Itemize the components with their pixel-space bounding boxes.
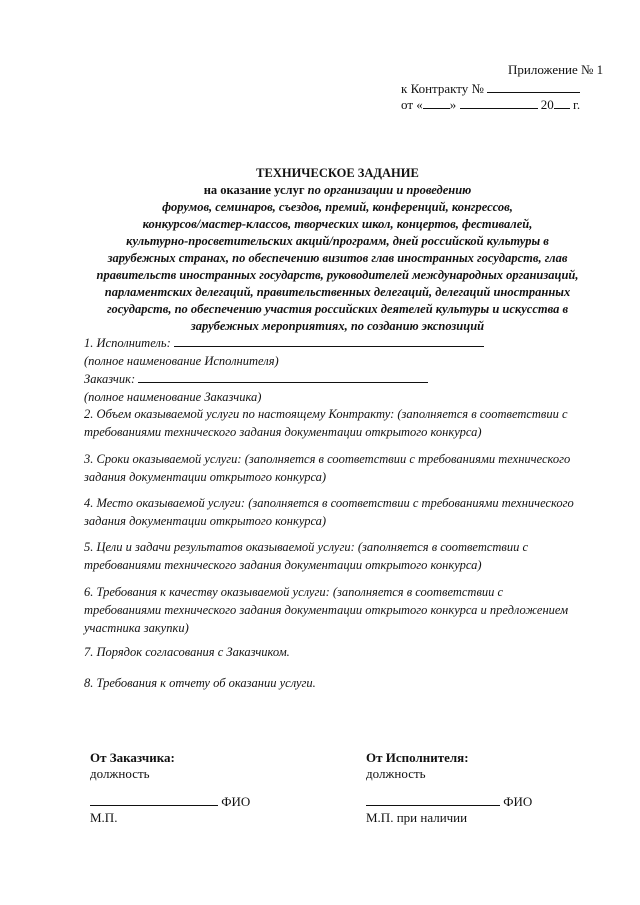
date-ot: от « — [401, 97, 423, 112]
executor-stamp: М.П. при наличии — [366, 810, 468, 825]
executor-row — [84, 334, 584, 352]
title-line-2: форумов, семинаров, съездов, премий, конференций, конгрессов, — [162, 200, 513, 214]
customer-fio: ФИО — [221, 794, 251, 809]
customer-stamp: М.П. — [90, 810, 118, 825]
date-suffix: г. — [573, 97, 581, 112]
executor-signature-blank[interactable] — [366, 793, 500, 806]
executor-position: должность — [366, 766, 426, 781]
date-year-blank[interactable] — [554, 96, 570, 109]
title-line-6: правительств иностранных государств, руководителей международных организаций, — [96, 268, 579, 282]
executor-fio: ФИО — [503, 794, 533, 809]
section-7: 7. Порядок согласования с Заказчиком. — [84, 645, 290, 659]
customer-position: должность — [90, 766, 150, 781]
executor-hint: (полное наименование Исполнителя) — [84, 354, 279, 368]
executor-label: 1. Исполнитель: — [84, 336, 171, 350]
title-line-7: парламентских делегаций, правительственных делегаций, делегаций иностранных — [104, 285, 571, 299]
customer-hint: (полное наименование Заказчика) — [84, 390, 262, 404]
title-line-8: государств, по обеспечению участия российских деятелей культуры и искусства в — [106, 302, 569, 316]
section-1 — [84, 334, 584, 406]
section-2: 2. Объем оказываемой услуги по настоящему Контракту: (заполняется в соответствии с требованиями технического задания документации открытого конкурса) — [84, 407, 568, 439]
title-main: ТЕХНИЧЕСКОЕ ЗАДАНИЕ — [256, 166, 419, 180]
title-line-5: зарубежных странах, по обеспечению визитов глав иностранных государств, глав — [107, 251, 568, 265]
date-year: 20 — [540, 97, 554, 112]
customer-signature-blank[interactable] — [90, 793, 218, 806]
section-3: 3. Сроки оказываемой услуги: (заполняется в соответствии с требованиями технического задания документации открытого конкурса) — [84, 452, 571, 484]
date-quote-close: » — [449, 97, 457, 112]
title-line-1: на оказание услуг по организации и проведению — [203, 183, 472, 197]
contract-date-row — [401, 94, 580, 115]
title-line-4: культурно-просветительских акций/программ, дней российской культуры в — [126, 234, 549, 248]
customer-sign-heading: От Заказчика: — [90, 750, 175, 765]
customer-label: Заказчик: — [84, 372, 136, 386]
executor-sign-heading: От Исполнителя: — [366, 750, 469, 765]
contract-prefix: к Контракту № — [401, 81, 484, 96]
section-4: 4. Место оказываемой услуги: (заполняется в соответствии с требованиями технического задания документации открытого конкурса) — [84, 496, 574, 528]
section-6: 6. Требования к качеству оказываемой услуги: (заполняется в соответствии с требованиями технического задания документации открытого конкурса и предложением участника закупки) — [84, 585, 569, 635]
document-title — [95, 165, 580, 335]
title-line-9: зарубежных мероприятиях, по созданию экспозиций — [190, 319, 485, 333]
date-day-blank[interactable] — [423, 96, 450, 109]
appendix-label: Приложение № 1 — [508, 62, 604, 77]
customer-blank[interactable] — [138, 370, 428, 383]
customer-row — [84, 370, 584, 388]
contract-number-blank[interactable] — [487, 80, 580, 93]
title-line-3: конкурсов/мастер-классов, творческих школ, концертов, фестивалей, — [142, 217, 533, 231]
date-month-blank[interactable] — [460, 96, 538, 109]
section-5: 5. Цели и задачи результатов оказываемой услуги: (заполняется в соответствии с требованиями технического задания документации открытого конкурса) — [84, 540, 529, 572]
executor-blank[interactable] — [174, 334, 484, 347]
section-8: 8. Требования к отчету об оказании услуги. — [84, 676, 316, 690]
